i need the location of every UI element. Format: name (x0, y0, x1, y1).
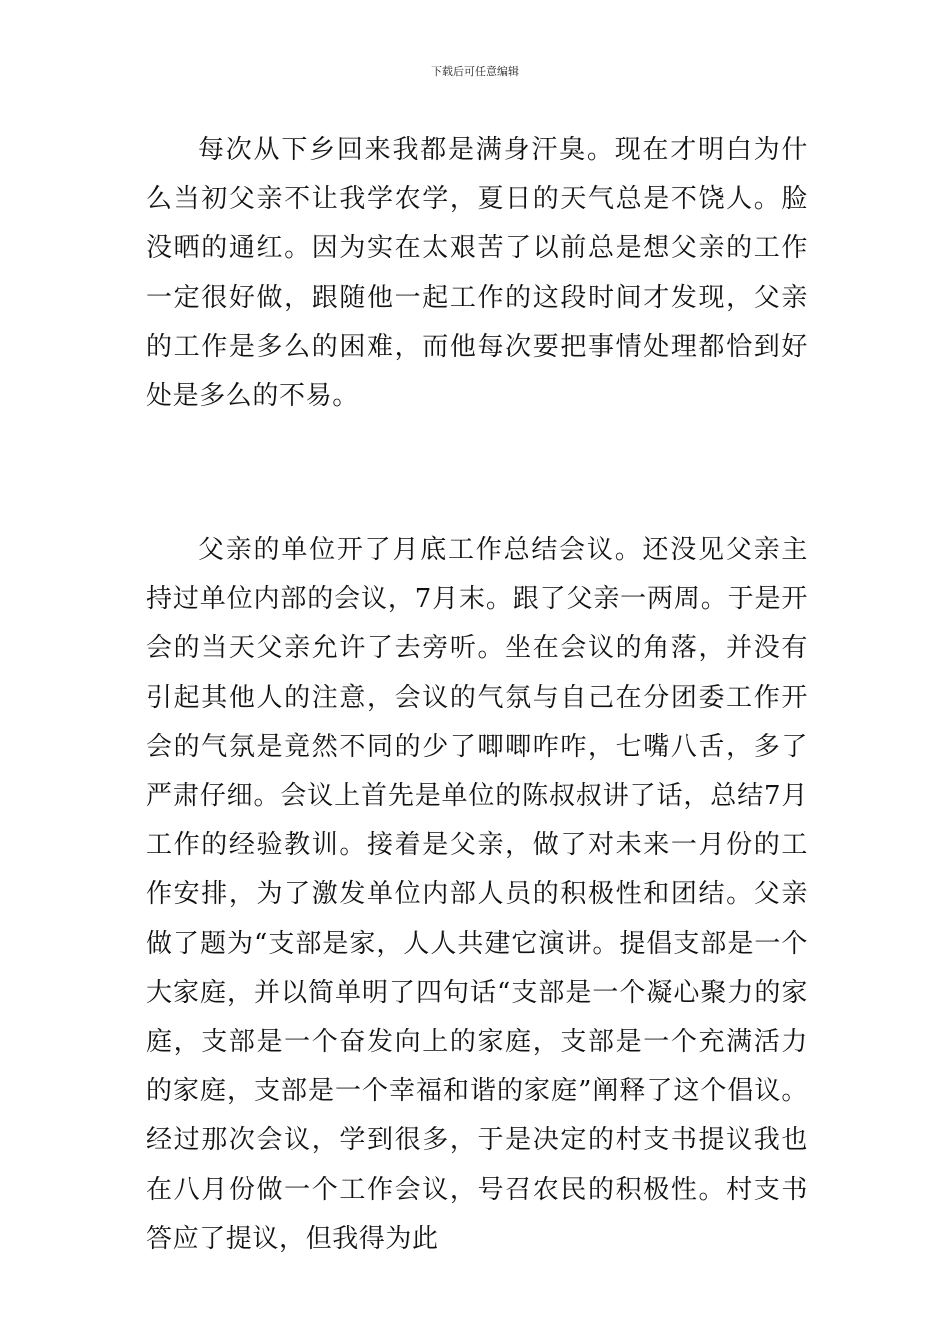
paragraph-text: 每次从下乡回来我都是满身汗臭。现在才明白为什么当初父亲不让我学农学，夏日的天气总是不饶人。脸没晒的通红。因为实在太艰苦了以前总是想父亲的工作一定很好做，跟随他一起工作的这段时间才发现，父亲的工作是多么的困难，而他每次要把事情处理都恰到好处是多么的不易。 (146, 135, 808, 412)
paragraph-1 (146, 126, 808, 421)
paragraph-text: 父亲的单位开了月底工作总结会议。还没见父亲主持过单位内部的会议，7月末。跟了父亲一两周。于是开会的当天父亲允许了去旁听。坐在会议的角落，并没有引起其他人的注意，会议的气氛与自己在分团委工作开会的气氛是竟然不同的少了唧唧咋咋，七嘴八舌，多了严肃仔细。会议上首先是单位的陈叔叔讲了话，总结7月工作的经验教训。接着是父亲，做了对未来一月份的工作安排，为了激发单位内部人员的积极性和团结。父亲做了题为“支部是家，人人共建它演讲。提倡支部是一个大家庭，并以简单明了四句话“支部是一个凝心聚力的家庭，支部是一个奋发向上的家庭，支部是一个充满活力的家庭，支部是一个幸福和谐的家庭”阐释了这个倡议。经过那次会议，学到很多，于是决定的村支书提议我也在八月份做一个工作会议，号召农民的积极性。村支书答应了提议，但我得为此 (146, 535, 808, 1254)
page-header: 下载后可任意编辑 (431, 65, 519, 78)
paragraph-2 (146, 526, 808, 1264)
